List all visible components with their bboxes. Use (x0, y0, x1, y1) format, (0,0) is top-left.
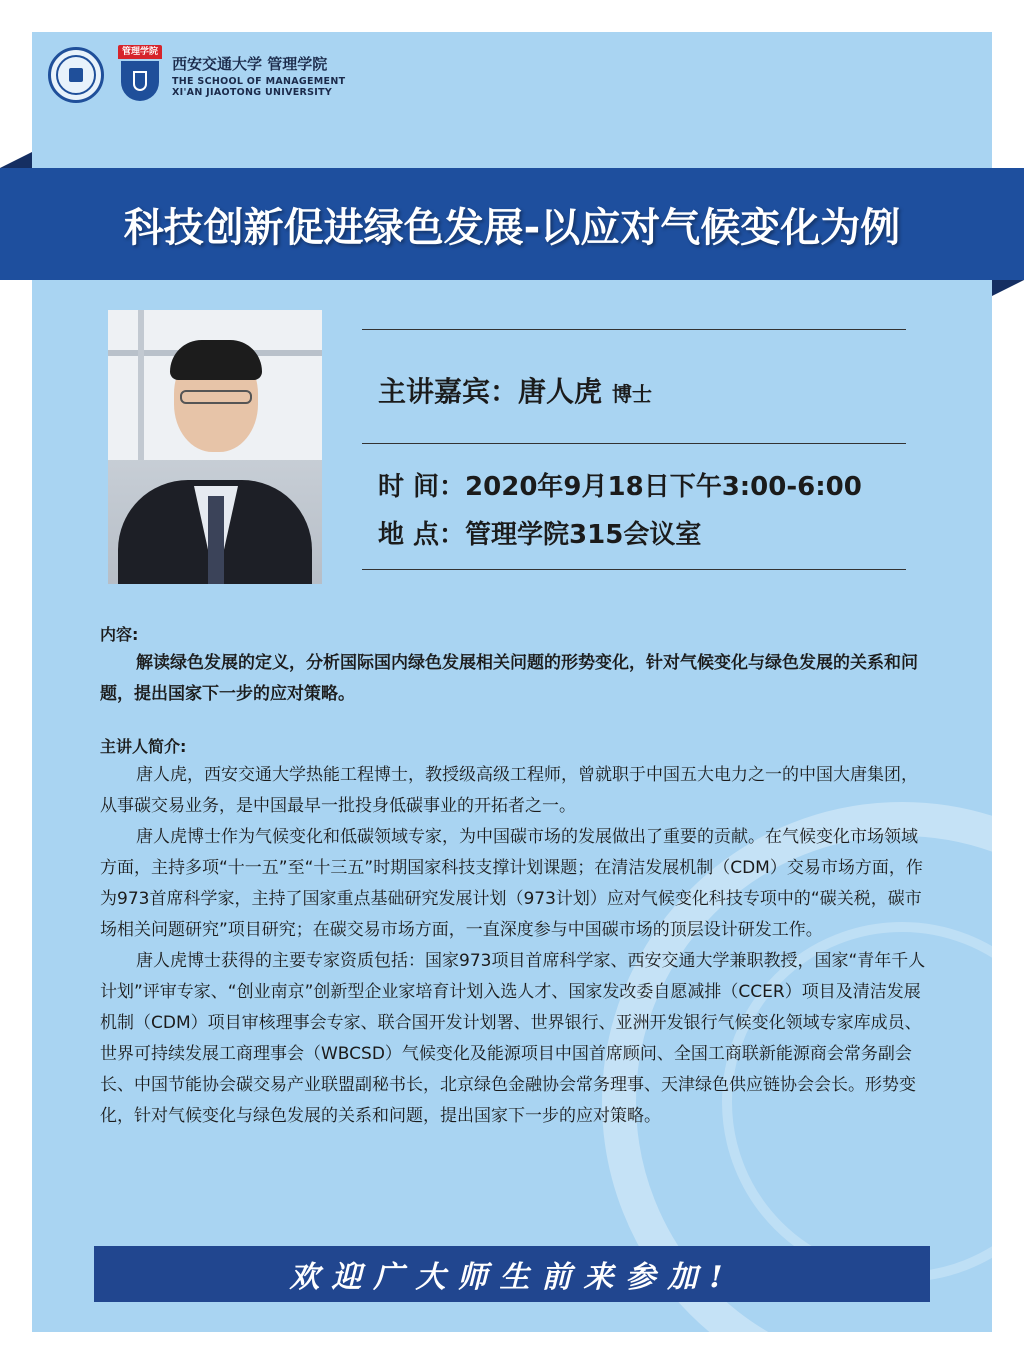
event-time: 时 间：2020年9月18日下午3:00-6:00 (378, 472, 862, 502)
poster-title: 科技创新促进绿色发展-以应对气候变化为例 (123, 204, 901, 251)
divider-bottom (362, 569, 906, 570)
content-heading: 内容: (100, 625, 139, 644)
content-text: 解读绿色发展的定义，分析国际国内绿色发展相关问题的形势变化，针对气候变化与绿色发展的关系和问题，提出国家下一步的应对策略。 (100, 653, 918, 704)
divider-top (362, 329, 906, 330)
band-fold-left (0, 152, 32, 168)
school-name-cn: 西安交通大学 管理学院 (172, 54, 328, 73)
school-shield-icon (118, 45, 162, 105)
bio-paragraph-1: 唐人虎，西安交通大学热能工程博士，教授级高级工程师，曾就职于中国五大电力之一的中国大唐集团，从事碳交易业务，是中国最早一批投身低碳事业的开拓者之一。 (100, 765, 918, 816)
speaker-name: 主讲嘉宾：唐人虎 (378, 375, 603, 408)
speaker-photo (108, 310, 322, 584)
divider-middle (362, 443, 906, 444)
speaker-degree: 博士 (612, 382, 653, 406)
welcome-text: 欢迎广大师生前来参加! (289, 1260, 735, 1295)
title-band (0, 168, 1024, 280)
band-fold-right (992, 280, 1024, 296)
bio-paragraph-2: 唐人虎博士作为气候变化和低碳领域专家，为中国碳市场的发展做出了重要的贡献。在气候变化市场领域方面，主持多项“十一五”至“十三五”时期国家科技支撑计划课题；在清洁发展机制（CDM）交易市场方面，作为973首席科学家，主持了国家重点基础研究发展计划（973计划）应对气候变化科技专项中的“碳关税，碳市场相关问题研究”项目研究；在碳交易市场方面，一直深度参与中国碳市场的顶层设计研发工作。 (100, 827, 923, 940)
content-section (100, 622, 928, 710)
school-name-en-line1: THE SCHOOL OF MANAGEMENT (172, 75, 346, 87)
shield-label: 管理学院 (118, 45, 162, 59)
event-location: 地 点：管理学院315会议室 (378, 520, 702, 550)
speaker-line (378, 370, 652, 410)
logo-group (48, 40, 345, 110)
bio-section (100, 734, 928, 1132)
bio-paragraph-3: 唐人虎博士获得的主要专家资质包括：国家973项目首席科学家、西安交通大学兼职教授，国家“青年千人计划”评审专家、“创业南京”创新型企业家培育计划入选人才、国家发改委自愿减排（CCER）项目及清洁发展机制（CDM）项目审核理事会专家、联合国开发计划署、世界银行、亚洲开发银行气候变化领域专家库成员、世界可持续发展工商理事会（WBCSD）气候变化及能源项目中国首席顾问、全国工商联新能源商会常务副会长、中国节能协会碳交易产业联盟副秘书长，北京绿色金融协会常务理事、天津绿色供应链协会会长。形势变化，针对气候变化与绿色发展的关系和问题，提出国家下一步的应对策略。 (100, 951, 926, 1126)
welcome-banner (94, 1246, 930, 1302)
bio-heading: 主讲人简介: (100, 737, 187, 756)
university-seal-icon (48, 47, 104, 103)
school-name (172, 53, 345, 98)
school-name-en-line2: XI'AN JIAOTONG UNIVERSITY (172, 86, 333, 98)
